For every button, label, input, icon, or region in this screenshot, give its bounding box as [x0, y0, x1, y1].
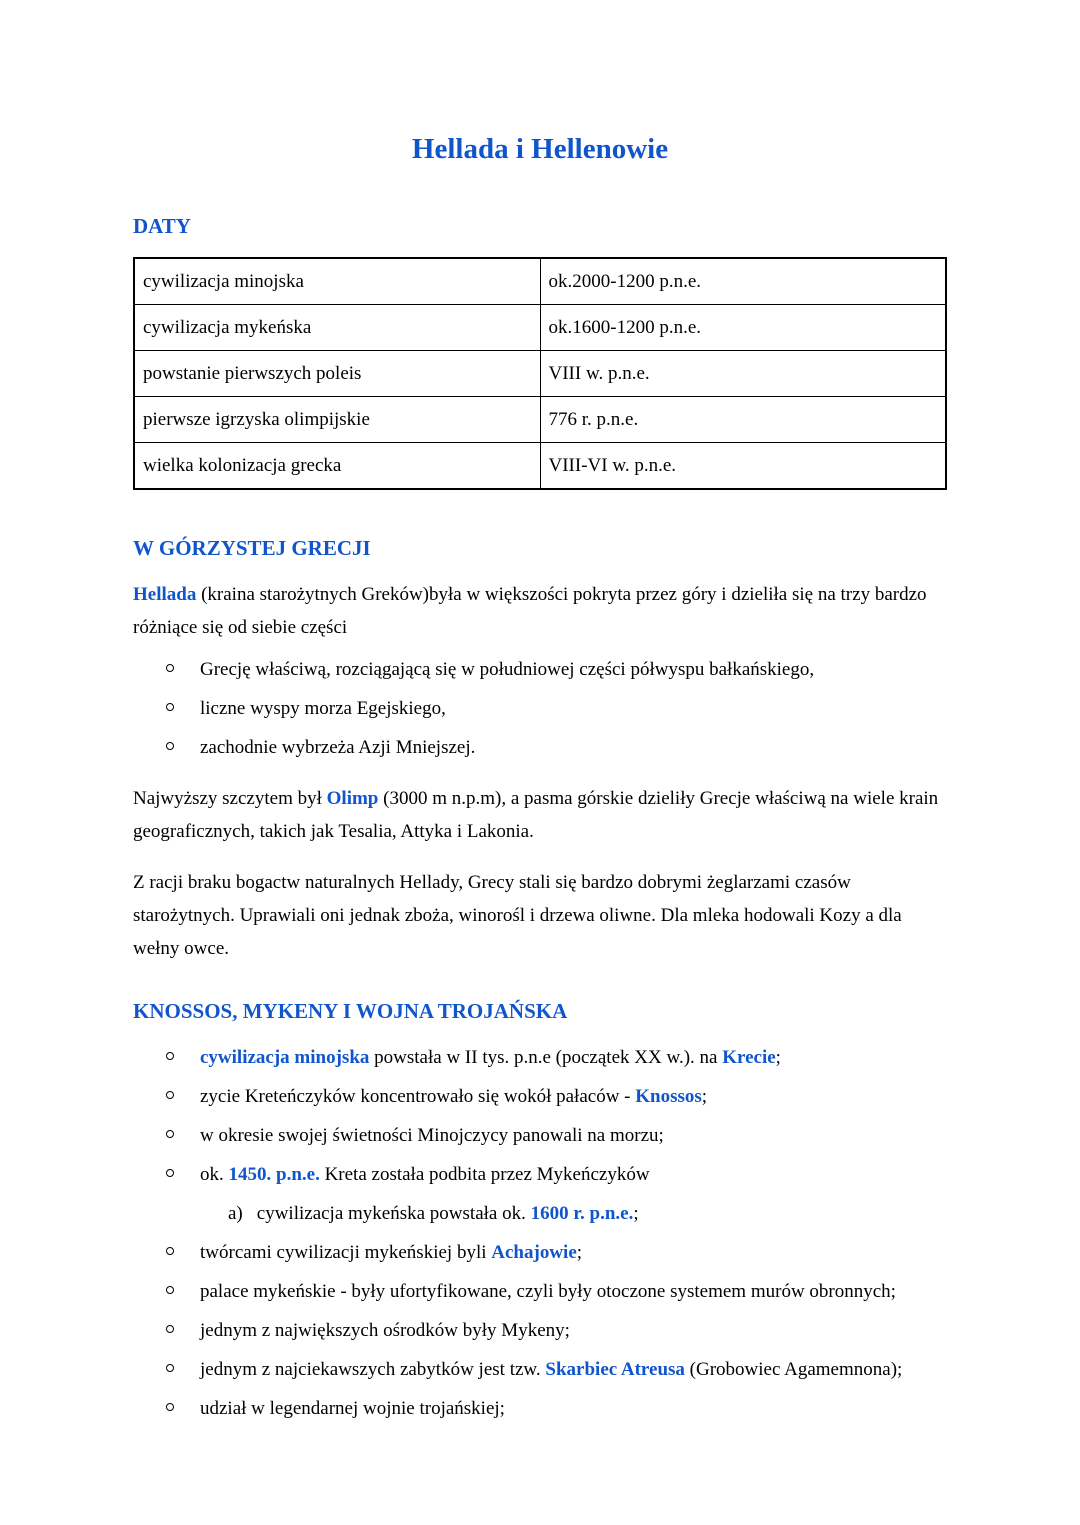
table-cell-value: ok.1600-1200 p.n.e.	[540, 305, 946, 351]
list-item	[133, 731, 947, 764]
bullet-icon	[166, 703, 174, 711]
table-row	[134, 351, 946, 397]
accent-term: cywilizacja minojska	[200, 1047, 370, 1068]
bullet-icon	[166, 1052, 174, 1060]
bullet-icon	[166, 742, 174, 750]
accent-term: Achajowie	[491, 1242, 577, 1263]
list-item	[133, 653, 947, 686]
bullet-icon	[166, 1364, 174, 1372]
bullet-icon	[166, 1403, 174, 1411]
list-item-text: palace mykeńskie - były ufortyfikowane, czyli były otoczone systemem murów obronnych;	[200, 1281, 896, 1302]
list-item-text: cywilizacja minojska powstała w II tys. p.n.e (początek XX w.). na Krecie;	[200, 1047, 781, 1068]
paragraph-text: (kraina starożytnych Greków)była w większości pokryta przez góry i dzieliła się na trzy bardzo różniące się od siebie części	[133, 584, 927, 638]
list-item-text: cywilizacja mykeńska powstała ok. 1600 r. p.n.e.;	[256, 1203, 639, 1224]
list-item-text: w okresie swojej świetności Minojczycy panowali na morzu;	[200, 1125, 664, 1146]
accent-term: Hellada	[133, 584, 197, 605]
list-item	[133, 692, 947, 725]
list-item	[133, 1275, 947, 1308]
list-item-text: liczne wyspy morza Egejskiego,	[200, 698, 446, 719]
list-item-text: udział w legendarnej wojnie trojańskiej;	[200, 1398, 505, 1419]
sub-list-marker: a)	[228, 1203, 243, 1224]
table-cell-label: cywilizacja minojska	[134, 258, 540, 305]
list-item	[133, 1314, 947, 1347]
list-item	[133, 1041, 947, 1074]
bullet-icon	[166, 1130, 174, 1138]
section-heading-grecja: W GÓRZYSTEJ GRECJI	[133, 536, 371, 560]
paragraph-text: Najwyższy szczytem był	[133, 788, 327, 809]
page-title: Hellada i Hellenowie	[411, 133, 669, 165]
list-item	[133, 1080, 947, 1113]
accent-term: Skarbiec Atreusa	[545, 1359, 685, 1380]
list-item-text: twórcami cywilizacji mykeńskiej byli Achajowie;	[200, 1242, 583, 1263]
table-row	[134, 305, 946, 351]
list-item-text: Grecję właściwą, rozciągającą się w południowej części półwyspu bałkańskiego,	[200, 659, 815, 680]
list-item	[133, 1353, 947, 1386]
accent-term: Olimp	[326, 788, 379, 809]
paragraph-text: (3000 m n.p.m), a pasma górskie dzieliły Grecje właściwą na wiele krain geograficznych, takich jak Tesalia, Attyka i Lakonia.	[133, 788, 939, 842]
table-cell-value: ok.2000-1200 p.n.e.	[540, 258, 946, 305]
list-item-text: zachodnie wybrzeża Azji Mniejszej.	[200, 737, 476, 758]
table-cell-label: powstanie pierwszych poleis	[134, 351, 540, 397]
paragraph-olimp	[133, 782, 947, 848]
list-item	[133, 1119, 947, 1152]
accent-term: 1450. p.n.e.	[228, 1164, 320, 1185]
list-item	[133, 1392, 947, 1425]
table-cell-label: cywilizacja mykeńska	[134, 305, 540, 351]
paragraph-intro	[133, 578, 947, 644]
bullet-icon	[166, 664, 174, 672]
paragraph-gospodarka: Z racji braku bogactw naturalnych Hellady, Grecy stali się bardzo dobrymi żeglarzami czasów starożytnych. Uprawiali oni jednak zboża, winorośl i drzewa oliwne. Dla mleka hodowali Kozy a dla wełny owce.	[133, 872, 902, 959]
dates-table	[133, 257, 947, 490]
list-item	[133, 1158, 947, 1191]
list-item-text: ok. 1450. p.n.e. Kreta została podbita przez Mykeńczyków	[200, 1164, 650, 1185]
table-cell-value: 776 r. p.n.e.	[540, 397, 946, 443]
section-heading-knossos: KNOSSOS, MYKENY I WOJNA TROJAŃSKA	[133, 999, 568, 1023]
sub-list-item	[133, 1197, 947, 1230]
accent-term: Knossos	[635, 1086, 702, 1107]
table-cell-value: VIII-VI w. p.n.e.	[540, 443, 946, 490]
bullet-icon	[166, 1325, 174, 1333]
table-row	[134, 443, 946, 490]
bullet-icon	[166, 1091, 174, 1099]
table-cell-value: VIII w. p.n.e.	[540, 351, 946, 397]
section-heading-daty: DATY	[133, 214, 191, 238]
knossos-bullet-list	[133, 1041, 947, 1425]
list-item-text: zycie Kreteńczyków koncentrowało się wokół pałaców - Knossos;	[200, 1086, 708, 1107]
accent-term: 1600 r. p.n.e.	[530, 1203, 634, 1224]
bullet-icon	[166, 1247, 174, 1255]
table-row	[134, 397, 946, 443]
list-item-text: jednym z największych ośrodków były Mykeny;	[200, 1320, 570, 1341]
list-item-text: jednym z najciekawszych zabytków jest tzw. Skarbiec Atreusa (Grobowiec Agamemnona);	[200, 1359, 903, 1380]
accent-term: Krecie	[722, 1047, 776, 1068]
grecja-bullet-list	[133, 653, 947, 764]
bullet-icon	[166, 1169, 174, 1177]
table-row	[134, 258, 946, 305]
table-cell-label: pierwsze igrzyska olimpijskie	[134, 397, 540, 443]
table-cell-label: wielka kolonizacja grecka	[134, 443, 540, 490]
list-item	[133, 1236, 947, 1269]
bullet-icon	[166, 1286, 174, 1294]
